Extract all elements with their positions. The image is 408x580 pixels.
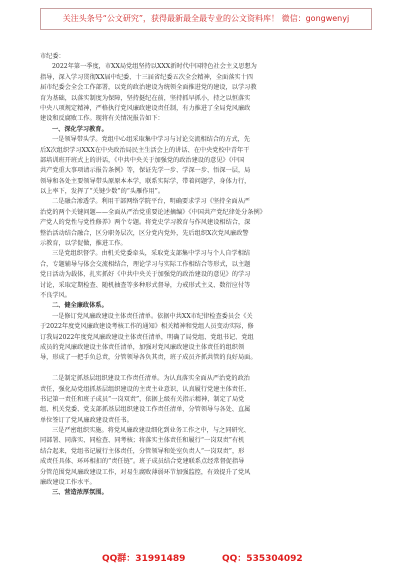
paragraph-line: 导，形成了一把手负总责，分管领导各负其责，班子成员齐抓共管的良好局面。 <box>40 354 257 362</box>
paragraph-line: 合，专题辅导与体会交流相结合，理论学习与实际工作相结合等形式，以主题 <box>40 260 251 268</box>
section-heading: 一、深化学习教育。 <box>52 125 108 133</box>
paragraph-line: 后X次组织学习XXX在中央政治局民主生活会上的讲话、在中央党校中青年干 <box>40 146 250 154</box>
paragraph-line: 育为基础，以落实制度为保障，坚持挺纪在前，坚持抓早抓小，持之以恒落实 <box>40 94 251 102</box>
paragraph-line: 2022年第一季度，市XX局党组坚持以XXX新时代中国特色社会主义思想为 <box>52 63 257 71</box>
paragraph-line: 部培训班开班式上的讲话，《中共中央关于加强党的政治建设的意见》《中国 <box>40 156 245 164</box>
document-body <box>40 52 370 499</box>
qq-group-number: QQ群：31991489 <box>102 554 186 564</box>
paragraph-line: 共产党重大事项请示报告条例》等，保证先学一步、学深一步、悟深一层，局 <box>40 167 251 175</box>
paragraph-line: 示教育，以学促做，推进工作。 <box>40 240 127 248</box>
paragraph-line: 不良学风。 <box>40 291 71 299</box>
paragraph-line: 廉政建设工作水平。 <box>40 479 96 487</box>
paragraph-line: 产党人的党性与党性修养》两个专题。将党史学习教育与作风建设相结合，深 <box>40 219 251 227</box>
paragraph-line: 领导和各处主要领导带头原原本本学，联系实际学，带着问题学，身体力行， <box>40 177 251 185</box>
promo-banner: 关注头条号“公文研究”，获得最新最全最专业的公文资料库！ 微信：gongwenyj <box>40 8 372 30</box>
paragraph-line: 以上率下，发挥了“关键少数”的“头雁作用”。 <box>40 188 165 196</box>
paragraph-line: 书记第一责任和班子成员“一岗双责”，依据上级有关指示精神，制定了局党 <box>40 395 245 403</box>
paragraph-line: 组、机关党委、党支部抓基层组织建设工作责任清单，分管领导与各处、直属 <box>40 406 251 414</box>
paragraph-line: 责任，强化局党组抓基层组织建设的主责主业意识，认真履行党建主体责任、 <box>40 385 251 393</box>
paragraph-line: 治党的两个关键问题——全面从严治党重要论述摘编》《中国共产党纪律处分条例》 <box>40 208 266 216</box>
paragraph-line: 届市纪委会全会工作部署，以党的政治建设为统领全面推进党的建设，以学习教 <box>40 84 257 92</box>
paragraph-line: 中央八项规定精神，严格执行党风廉政建设责任制，有力推进了全局党风廉政 <box>40 104 251 112</box>
paragraph-line: 分管范围党风廉政建设工作，对易生腐败薄弱环节加强监控，有效提升了党风 <box>40 468 251 476</box>
paragraph-line <box>40 364 370 374</box>
paragraph-line: 结合起来，党组书记履行主体责任，分管领导和处室负责人“一岗双责”，形 <box>40 447 245 455</box>
paragraph-line: 单位签订了党风廉政建设责任书。 <box>40 416 133 424</box>
paragraph-line: 党日活动为载体，扎实抓好《中共中央关于加强党的政治建设的意见》的学习 <box>40 271 251 279</box>
paragraph-line: 于2022年度党风廉政建设考核工作的通知》相关精神和党组人员变动实际，修 <box>40 323 254 331</box>
paragraph-line: 三是严密组织实施。将党风廉政建设细化到业务工作之中，与之同研究、 <box>52 427 250 435</box>
section-heading: 三、营造浓厚氛围。 <box>52 489 108 497</box>
paragraph-line: 指导，深入学习贯彻XX届中纪委、十三届省纪委五次全会精神，全面落实十四 <box>40 73 253 81</box>
paragraph-line: 整治活动结合融合，区分职务层次，区分党内党外，先后组织X次党风廉政警 <box>40 229 249 237</box>
paragraph-line: 二是融合渗透学。利用干部网络学院平台，明确要求学习《坚持全面从严 <box>52 198 250 206</box>
qq-number: QQ：535304092 <box>222 554 303 564</box>
paragraph-line: 市纪委： <box>40 53 65 60</box>
paragraph-line: 三是党组织督学。由机关党委牵头，采取党支部集中学习与个人自学相结 <box>52 250 250 258</box>
paragraph-line: 二是制定抓基层组织建设工作责任清单。为认真落实全面从严治党的政治 <box>52 375 250 383</box>
paragraph-line: 成责任具体、环环相扣的“责任链”。班子成员结合党建联系点经常督促指导 <box>40 458 245 466</box>
section-heading: 二、健全廉政体系。 <box>52 302 108 310</box>
paragraph-line: 成员的党风廉政建设主体责任清单，加强对党风廉政建设主体责任的组织领 <box>40 343 245 351</box>
paragraph-line: 订我局2022年度党风廉政建设主体责任清单，明确了局党组、党组书记、党组 <box>40 333 254 341</box>
paragraph-line: 一是领导带头学。党组中心组采取集中学习与讨论交流相结合的方式，先 <box>52 136 250 144</box>
paragraph-line: 建设和反腐败工作。现将有关情况报告如下： <box>40 115 164 123</box>
paragraph-line: 同部署、同落实、同检查、同考核；将落实主体责任和履行“一岗双责”有机 <box>40 437 245 445</box>
paragraph-line: 一是修订党风廉政建设主体责任清单。依据中共XX市纪律检查委员会《关 <box>52 312 253 320</box>
paragraph-line: 讨论，采取定期检查、随机抽查等多种形式督导，力戒形式主义、数衍应付等 <box>40 281 251 289</box>
contact-footer <box>60 550 350 568</box>
